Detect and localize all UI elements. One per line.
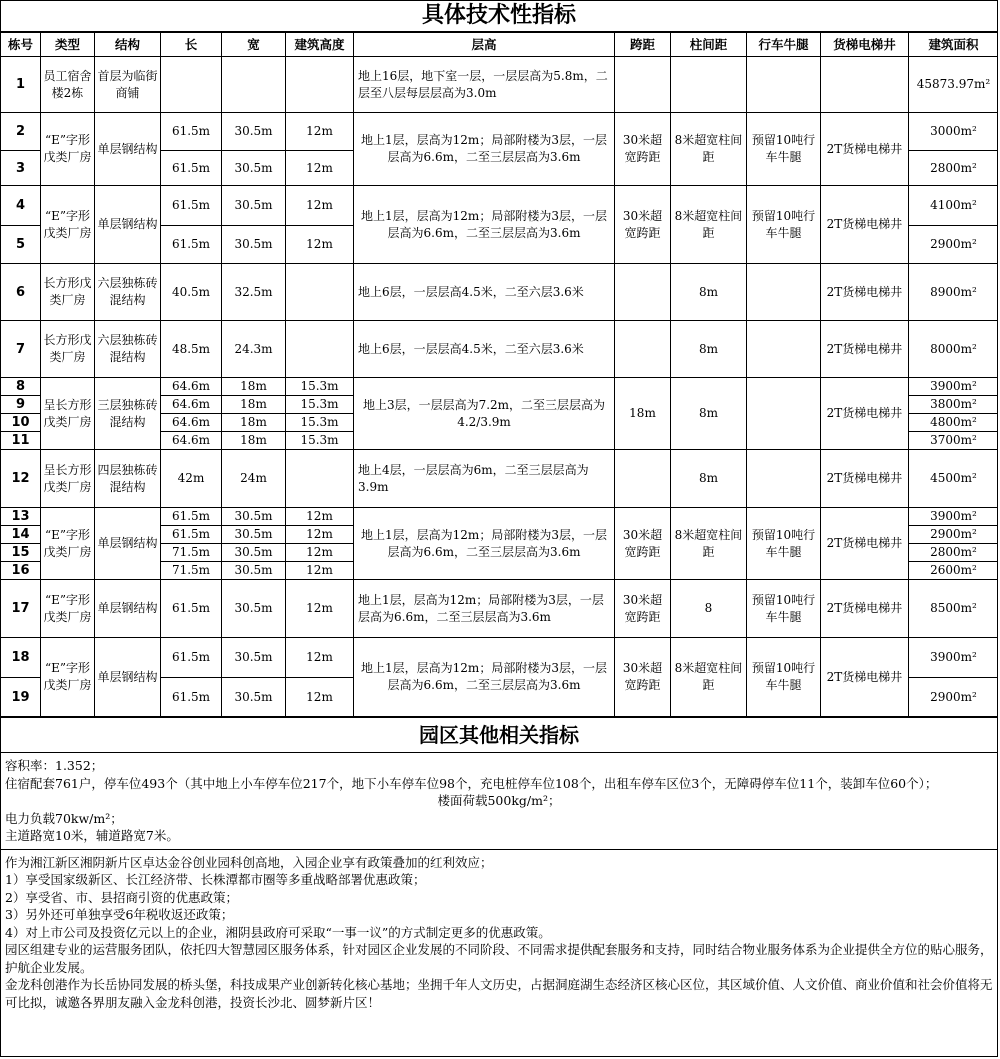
type-cell: 呈长方形戊类厂房 bbox=[41, 378, 95, 450]
floor-height-cell: 地上1层，层高为12m；局部附楼为3层，一层层高为6.6m，二至三层层高为3.6m bbox=[354, 113, 615, 186]
height-cell bbox=[286, 264, 354, 321]
length-cell: 64.6m bbox=[161, 378, 222, 396]
policy-line: 1）享受国家级新区、长江经济带、长株潭都市圈等多重战略部署优惠政策； bbox=[5, 872, 426, 887]
park-indicators bbox=[1, 753, 997, 849]
crane-cell bbox=[747, 450, 821, 508]
structure-cell: 六层独栋砖混结构 bbox=[95, 321, 161, 378]
floor-height-cell: 地上3层，一层层高为7.2m，二至三层层高为4.2/3.9m bbox=[354, 378, 615, 450]
width-cell: 30.5m bbox=[222, 544, 286, 562]
width-cell: 18m bbox=[222, 396, 286, 414]
floor-height-cell: 地上16层，地下室一层，一层层高为5.8m，二层至八层每层层高为3.0m bbox=[354, 57, 615, 113]
crane-cell bbox=[747, 321, 821, 378]
area-cell: 3700m² bbox=[909, 432, 999, 450]
policy-line: 3）另外还可单独享受6年税收返还政策； bbox=[5, 907, 234, 922]
service-paragraph: 园区组建专业的运营服务团队，依托四大智慧园区服务体系，针对园区企业发展的不同阶段、不同需求提供配套服务和支持，同时结合物业服务体系为企业提供全方位的贴心服务，护航企业发展。 bbox=[5, 942, 993, 975]
area-cell: 3800m² bbox=[909, 396, 999, 414]
length-cell: 61.5m bbox=[161, 638, 222, 678]
column-spacing-cell: 8m bbox=[671, 450, 747, 508]
header-cell: 建筑高度 bbox=[286, 33, 354, 57]
height-cell: 12m bbox=[286, 186, 354, 226]
span-cell: 30米超宽跨距 bbox=[615, 113, 671, 186]
height-cell: 12m bbox=[286, 526, 354, 544]
area-cell: 8000m² bbox=[909, 321, 999, 378]
height-cell bbox=[286, 321, 354, 378]
header-cell: 货梯电梯井 bbox=[821, 33, 909, 57]
table-row bbox=[1, 186, 999, 226]
length-cell: 71.5m bbox=[161, 562, 222, 580]
area-cell: 3900m² bbox=[909, 378, 999, 396]
area-cell: 4800m² bbox=[909, 414, 999, 432]
elevator-cell: 2T货梯电梯井 bbox=[821, 113, 909, 186]
length-cell: 61.5m bbox=[161, 580, 222, 638]
width-cell: 30.5m bbox=[222, 580, 286, 638]
table-row bbox=[1, 638, 999, 678]
floor-height-cell: 地上1层，层高为12m；局部附楼为3层，一层层高为6.6m，二至三层层高为3.6m bbox=[354, 186, 615, 264]
building-no: 10 bbox=[1, 414, 41, 432]
crane-cell: 预留10吨行车牛腿 bbox=[747, 638, 821, 717]
policy-line: 作为湘江新区湘阴新片区卓达金谷创业园科创高地，入园企业享有政策叠加的红利效应； bbox=[5, 854, 493, 870]
length-cell: 61.5m bbox=[161, 113, 222, 151]
length-cell: 61.5m bbox=[161, 678, 222, 717]
crane-cell bbox=[747, 57, 821, 113]
column-spacing-cell bbox=[671, 57, 747, 113]
crane-cell: 预留10吨行车牛腿 bbox=[747, 580, 821, 638]
area-cell: 2900m² bbox=[909, 226, 999, 264]
area-cell: 2800m² bbox=[909, 151, 999, 186]
building-no: 19 bbox=[1, 678, 41, 717]
height-cell: 12m bbox=[286, 678, 354, 717]
road-width: 主道路宽10米，辅道路宽7米。 bbox=[5, 828, 179, 843]
page-title: 具体技术性指标 bbox=[1, 1, 997, 32]
length-cell: 64.6m bbox=[161, 396, 222, 414]
area-cell: 45873.97m² bbox=[909, 57, 999, 113]
span-cell bbox=[615, 264, 671, 321]
policy-line: 4）对上市公司及投资亿元以上的企业，湘阴县政府可采取“一事一议”的方式制定更多的优惠政策。 bbox=[5, 924, 551, 940]
floor-height-cell: 地上1层，层高为12m；局部附楼为3层，一层层高为6.6m，二至三层层高为3.6m bbox=[354, 638, 615, 717]
building-no: 15 bbox=[1, 544, 41, 562]
elevator-cell: 2T货梯电梯井 bbox=[821, 450, 909, 508]
header-cell: 行车牛腿 bbox=[747, 33, 821, 57]
height-cell: 12m bbox=[286, 508, 354, 526]
height-cell: 12m bbox=[286, 544, 354, 562]
length-cell: 61.5m bbox=[161, 186, 222, 226]
length-cell: 61.5m bbox=[161, 226, 222, 264]
section-title-park-indicators: 园区其他相关指标 bbox=[1, 717, 997, 753]
height-cell: 15.3m bbox=[286, 378, 354, 396]
building-no: 8 bbox=[1, 378, 41, 396]
table-row bbox=[1, 57, 999, 113]
building-no: 5 bbox=[1, 226, 41, 264]
width-cell: 30.5m bbox=[222, 113, 286, 151]
type-cell: 长方形戊类厂房 bbox=[41, 321, 95, 378]
span-cell: 30米超宽跨距 bbox=[615, 638, 671, 717]
span-cell: 30米超宽跨距 bbox=[615, 508, 671, 580]
width-cell: 30.5m bbox=[222, 678, 286, 717]
width-cell: 30.5m bbox=[222, 526, 286, 544]
area-cell: 3900m² bbox=[909, 508, 999, 526]
table-row bbox=[1, 580, 999, 638]
power-load: 电力负载70kw/m²； bbox=[5, 810, 123, 826]
table-row bbox=[1, 113, 999, 151]
width-cell: 24m bbox=[222, 450, 286, 508]
building-no: 14 bbox=[1, 526, 41, 544]
building-no: 7 bbox=[1, 321, 41, 378]
structure-cell: 首层为临街商铺 bbox=[95, 57, 161, 113]
height-cell: 12m bbox=[286, 562, 354, 580]
column-spacing-cell: 8米超宽柱间距 bbox=[671, 113, 747, 186]
width-cell: 30.5m bbox=[222, 151, 286, 186]
column-spacing-cell: 8米超宽柱间距 bbox=[671, 638, 747, 717]
floor-height-cell: 地上4层，一层层高为6m，二至三层层高为3.9m bbox=[354, 450, 615, 508]
length-cell: 40.5m bbox=[161, 264, 222, 321]
policy-line: 2）享受省、市、县招商引资的优惠政策； bbox=[5, 889, 238, 905]
building-no: 4 bbox=[1, 186, 41, 226]
area-cell: 2900m² bbox=[909, 678, 999, 717]
length-cell: 64.6m bbox=[161, 414, 222, 432]
elevator-cell: 2T货梯电梯井 bbox=[821, 264, 909, 321]
height-cell: 12m bbox=[286, 638, 354, 678]
header-cell: 宽 bbox=[222, 33, 286, 57]
span-cell bbox=[615, 450, 671, 508]
area-cell: 3900m² bbox=[909, 638, 999, 678]
elevator-cell bbox=[821, 57, 909, 113]
width-cell: 32.5m bbox=[222, 264, 286, 321]
table-row bbox=[1, 321, 999, 378]
floor-height-cell: 地上1层，层高为12m；局部附楼为3层，一层层高为6.6m，二至三层层高为3.6m bbox=[354, 508, 615, 580]
width-cell: 18m bbox=[222, 414, 286, 432]
area-cell: 2600m² bbox=[909, 562, 999, 580]
type-cell: “E”字形戊类厂房 bbox=[41, 186, 95, 264]
type-cell: “E”字形戊类厂房 bbox=[41, 638, 95, 717]
header-cell: 结构 bbox=[95, 33, 161, 57]
structure-cell: 单层钢结构 bbox=[95, 113, 161, 186]
structure-cell: 单层钢结构 bbox=[95, 638, 161, 717]
structure-cell: 六层独栋砖混结构 bbox=[95, 264, 161, 321]
crane-cell: 预留10吨行车牛腿 bbox=[747, 113, 821, 186]
length-cell: 42m bbox=[161, 450, 222, 508]
table-header-row bbox=[1, 33, 999, 57]
header-cell: 类型 bbox=[41, 33, 95, 57]
area-cell: 4500m² bbox=[909, 450, 999, 508]
width-cell: 24.3m bbox=[222, 321, 286, 378]
area-cell: 2800m² bbox=[909, 544, 999, 562]
header-cell: 栋号 bbox=[1, 33, 41, 57]
policy-section bbox=[1, 849, 997, 1016]
span-cell bbox=[615, 321, 671, 378]
column-spacing-cell: 8米超宽柱间距 bbox=[671, 508, 747, 580]
length-cell bbox=[161, 57, 222, 113]
length-cell: 64.6m bbox=[161, 432, 222, 450]
height-cell bbox=[286, 450, 354, 508]
structure-cell: 三层独栋砖混结构 bbox=[95, 378, 161, 450]
width-cell: 30.5m bbox=[222, 562, 286, 580]
elevator-cell: 2T货梯电梯井 bbox=[821, 580, 909, 638]
building-no: 1 bbox=[1, 57, 41, 113]
elevator-cell: 2T货梯电梯井 bbox=[821, 638, 909, 717]
column-spacing-cell: 8m bbox=[671, 378, 747, 450]
area-cell: 2900m² bbox=[909, 526, 999, 544]
value-paragraph: 金龙科创港作为长岳协同发展的桥头堡，科技成果产业创新转化核心基地；坐拥千年人文历史，占据洞庭湖生态经济区核心区位，其区域价值、人文价值、商业价值和社会价值将无可比拟，诚邀各界朋友融入金龙科创港，投资长沙北、圆梦新片区！ bbox=[5, 977, 993, 1010]
header-cell: 跨距 bbox=[615, 33, 671, 57]
header-cell: 层高 bbox=[354, 33, 615, 57]
column-spacing-cell: 8米超宽柱间距 bbox=[671, 186, 747, 264]
type-cell: 长方形戊类厂房 bbox=[41, 264, 95, 321]
floor-load: 楼面荷载500kg/m²； bbox=[437, 793, 561, 808]
height-cell: 15.3m bbox=[286, 396, 354, 414]
building-no: 16 bbox=[1, 562, 41, 580]
plot-ratio: 容积率：1.352； bbox=[5, 758, 104, 773]
spec-table bbox=[0, 32, 998, 717]
building-no: 12 bbox=[1, 450, 41, 508]
parking-info: 住宿配套761户，停车位493个（其中地上小车停车位217个，地下小车停车位98个，充电桩停车位108个，出租车停车区位3个，无障碍停车位11个，装卸车位60个）； bbox=[5, 775, 938, 791]
floor-height-cell: 地上6层，一层层高4.5米，二至六层3.6米 bbox=[354, 264, 615, 321]
type-cell: 呈长方形戊类厂房 bbox=[41, 450, 95, 508]
type-cell: “E”字形戊类厂房 bbox=[41, 580, 95, 638]
building-no: 3 bbox=[1, 151, 41, 186]
elevator-cell: 2T货梯电梯井 bbox=[821, 378, 909, 450]
elevator-cell: 2T货梯电梯井 bbox=[821, 508, 909, 580]
type-cell: “E”字形戊类厂房 bbox=[41, 113, 95, 186]
height-cell: 15.3m bbox=[286, 432, 354, 450]
table-row bbox=[1, 450, 999, 508]
building-no: 17 bbox=[1, 580, 41, 638]
area-cell: 8900m² bbox=[909, 264, 999, 321]
structure-cell: 单层钢结构 bbox=[95, 186, 161, 264]
elevator-cell: 2T货梯电梯井 bbox=[821, 186, 909, 264]
column-spacing-cell: 8 bbox=[671, 580, 747, 638]
height-cell bbox=[286, 57, 354, 113]
width-cell: 30.5m bbox=[222, 508, 286, 526]
length-cell: 48.5m bbox=[161, 321, 222, 378]
floor-height-cell: 地上6层，一层层高4.5米，二至六层3.6米 bbox=[354, 321, 615, 378]
width-cell: 18m bbox=[222, 378, 286, 396]
elevator-cell: 2T货梯电梯井 bbox=[821, 321, 909, 378]
crane-cell bbox=[747, 378, 821, 450]
width-cell bbox=[222, 57, 286, 113]
span-cell bbox=[615, 57, 671, 113]
type-cell: 员工宿舍楼2栋 bbox=[41, 57, 95, 113]
length-cell: 61.5m bbox=[161, 526, 222, 544]
length-cell: 61.5m bbox=[161, 151, 222, 186]
type-cell: “E”字形戊类厂房 bbox=[41, 508, 95, 580]
height-cell: 12m bbox=[286, 226, 354, 264]
area-cell: 8500m² bbox=[909, 580, 999, 638]
height-cell: 12m bbox=[286, 113, 354, 151]
span-cell: 30米超宽跨距 bbox=[615, 186, 671, 264]
area-cell: 3000m² bbox=[909, 113, 999, 151]
crane-cell: 预留10吨行车牛腿 bbox=[747, 508, 821, 580]
table-row bbox=[1, 378, 999, 396]
building-no: 2 bbox=[1, 113, 41, 151]
column-spacing-cell: 8m bbox=[671, 264, 747, 321]
width-cell: 30.5m bbox=[222, 186, 286, 226]
building-no: 6 bbox=[1, 264, 41, 321]
building-no: 18 bbox=[1, 638, 41, 678]
structure-cell: 四层独栋砖混结构 bbox=[95, 450, 161, 508]
span-cell: 30米超宽跨距 bbox=[615, 580, 671, 638]
length-cell: 71.5m bbox=[161, 544, 222, 562]
building-no: 9 bbox=[1, 396, 41, 414]
crane-cell: 预留10吨行车牛腿 bbox=[747, 186, 821, 264]
height-cell: 12m bbox=[286, 151, 354, 186]
structure-cell: 单层钢结构 bbox=[95, 580, 161, 638]
area-cell: 4100m² bbox=[909, 186, 999, 226]
building-no: 11 bbox=[1, 432, 41, 450]
span-cell: 18m bbox=[615, 378, 671, 450]
table-row bbox=[1, 264, 999, 321]
height-cell: 12m bbox=[286, 580, 354, 638]
floor-height-cell: 地上1层，层高为12m；局部附楼为3层，一层层高为6.6m，二至三层层高为3.6m bbox=[354, 580, 615, 638]
height-cell: 15.3m bbox=[286, 414, 354, 432]
width-cell: 18m bbox=[222, 432, 286, 450]
table-row bbox=[1, 508, 999, 526]
header-cell: 建筑面积 bbox=[909, 33, 999, 57]
length-cell: 61.5m bbox=[161, 508, 222, 526]
header-cell: 柱间距 bbox=[671, 33, 747, 57]
column-spacing-cell: 8m bbox=[671, 321, 747, 378]
width-cell: 30.5m bbox=[222, 638, 286, 678]
crane-cell bbox=[747, 264, 821, 321]
width-cell: 30.5m bbox=[222, 226, 286, 264]
building-no: 13 bbox=[1, 508, 41, 526]
structure-cell: 单层钢结构 bbox=[95, 508, 161, 580]
header-cell: 长 bbox=[161, 33, 222, 57]
